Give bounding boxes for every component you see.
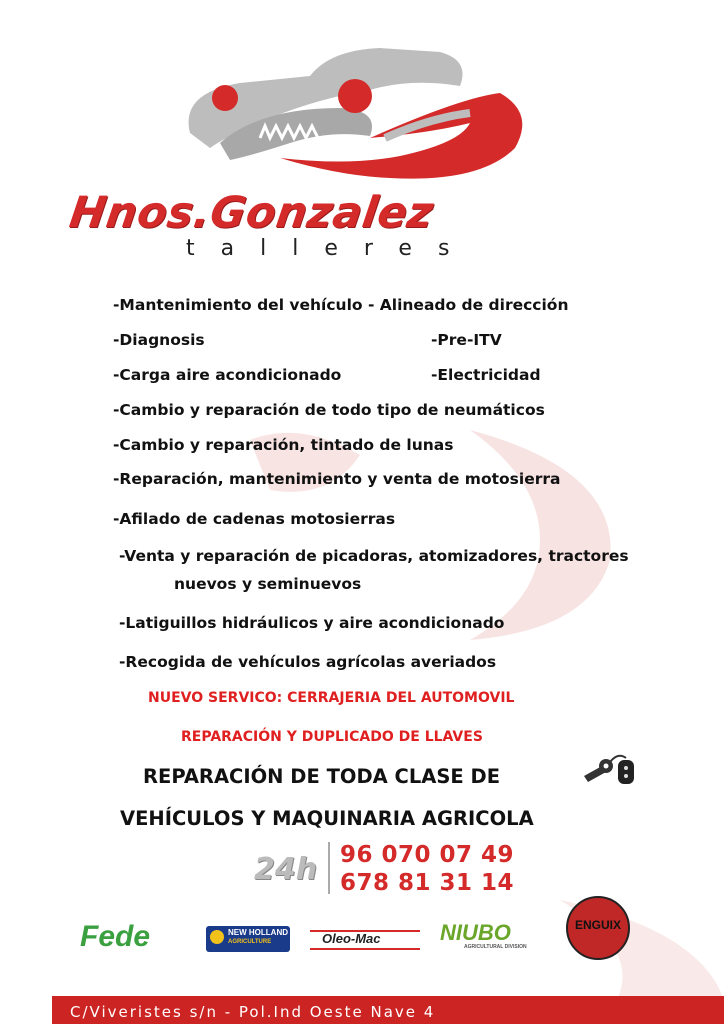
partner-logos [0,890,724,990]
enguix-name: ENGUIX [574,918,621,932]
service-item: -Recogida de vehículos agrícolas averiados [119,653,497,671]
brand-subtitle: talleres [186,236,476,261]
headline-line: VEHÍCULOS Y MAQUINARIA AGRICOLA [120,807,534,830]
service-item: -Electricidad [431,366,541,384]
announcement-line: NUEVO SERVICO: CERRAJERIA DEL AUTOMOVIL [148,690,515,706]
service-item: -Venta y reparación de picadoras, atomizadores, tractores [119,547,629,565]
key-icon [582,748,638,788]
service-item: -Reparación, mantenimiento y venta de motosierra [113,470,561,488]
newholland-leaf-icon [210,930,224,944]
service-item: -Afilado de cadenas motosierras [113,510,396,528]
newholland-name: NEW HOLLAND [228,928,288,937]
service-item: -Diagnosis [113,331,205,349]
car-logo-icon [170,38,530,188]
footer-address: C/Viveristes s/n - Pol.Ind Oeste Nave 4 [70,1003,436,1021]
phone-number: 96 070 07 49 [340,842,515,868]
newholland-sub: AGRICULTURE [228,939,272,945]
service-item: -Mantenimiento del vehículo - Alineado de dirección [113,296,569,314]
partner-newholland [206,926,290,952]
service-item: -Cambio y reparación de todo tipo de neumáticos [113,401,545,419]
headline-line: REPARACIÓN DE TODA CLASE DE [143,765,501,788]
contact-divider [328,842,330,894]
announcement-line: REPARACIÓN Y DUPLICADO DE LLAVES [181,729,483,745]
hours-label: 24h [254,852,318,887]
partner-enguix [566,896,630,960]
service-item-continuation: nuevos y seminuevos [174,575,362,593]
partner-fede: Fede [80,920,151,953]
service-item: -Pre-ITV [431,331,502,349]
niubo-sub: AGRICULTURAL DIVISION [464,944,527,950]
phone-number: 678 81 31 14 [340,870,515,896]
oleomac-name: Oleo-Mac [322,931,381,946]
brand-name: Hnos.Gonzalez [66,188,437,238]
service-item: -Carga aire acondicionado [113,366,342,384]
partner-oleomac [310,930,420,950]
service-item: -Latiguillos hidráulicos y aire acondicionado [119,614,505,632]
service-item: -Cambio y reparación, tintado de lunas [113,436,454,454]
partner-niubo: NIUBO [440,920,511,945]
